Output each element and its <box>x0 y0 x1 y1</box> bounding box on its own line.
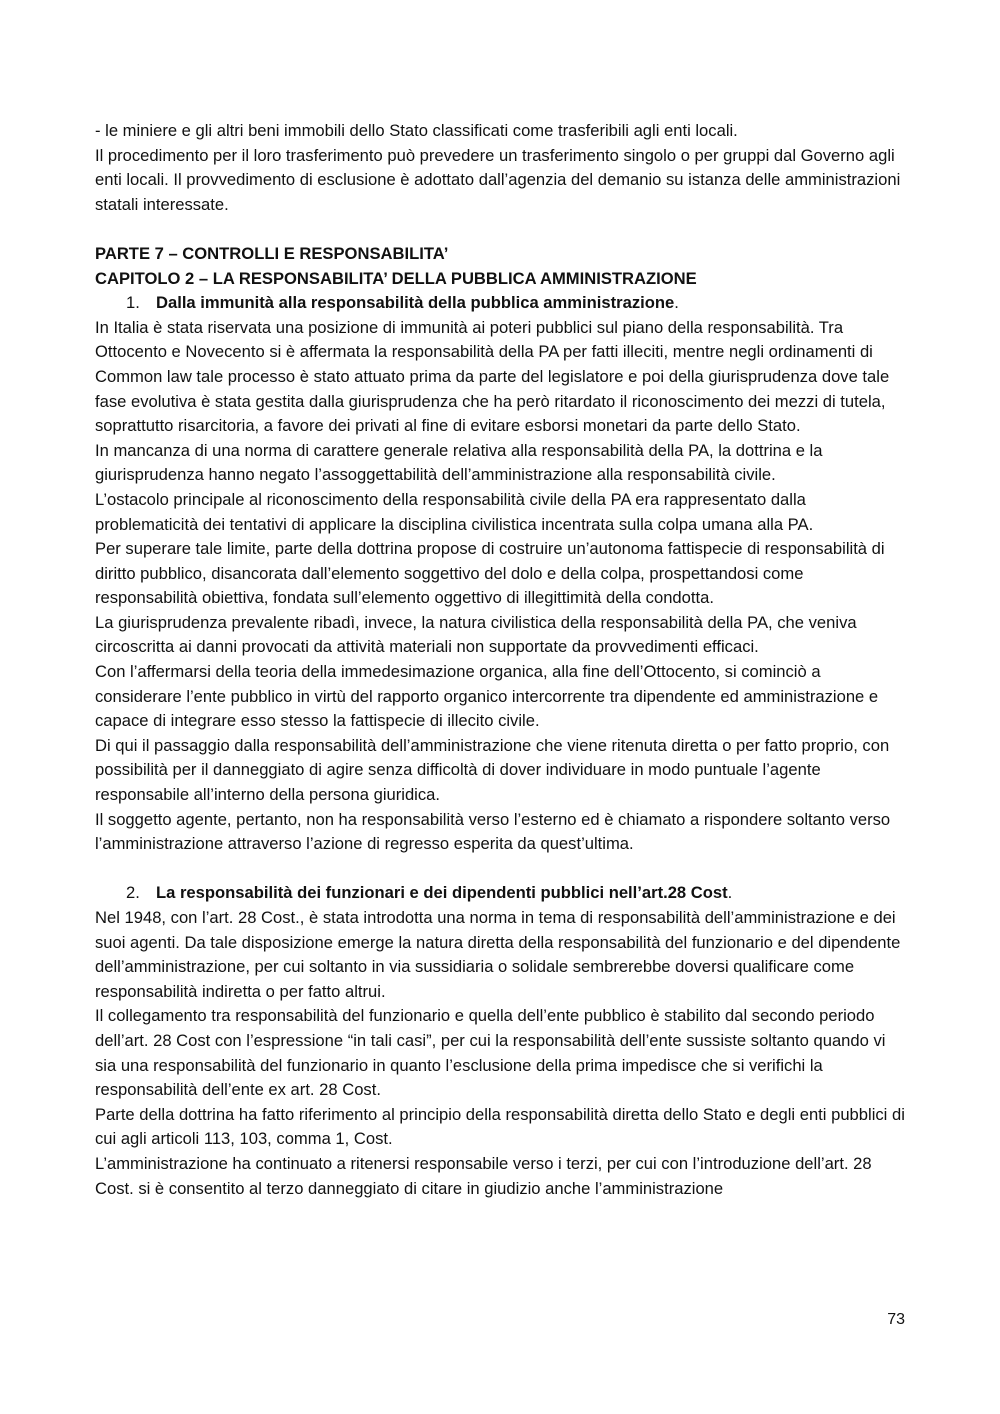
chapter-heading: CAPITOLO 2 – LA RESPONSABILITA’ DELLA PUBBLICA AMMINISTRAZIONE <box>95 268 697 288</box>
intro-paragraph: Il procedimento per il loro trasferimento può prevedere un trasferimento singolo o per gruppi dal Governo agli enti locali. Il provvedimento di esclusione è adottato dall’agenzia del demanio su istanza delle amministrazioni statali interessate. <box>95 145 901 214</box>
body-paragraph: Per superare tale limite, parte della dottrina propose di costruire un’autonoma fattispecie di responsabilità di diritto pubblico, disancorata dall’elemento soggettivo del dolo e della colpa, prospettandosi come responsabilità obiettiva, fondata sull’elemento oggettivo di illegittimità della condotta. <box>95 539 885 608</box>
body-paragraph: In Italia è stata riservata una posizione di immunità ai poteri pubblici sul piano della responsabilità. Tra Ottocento e Novecento si è affermata la responsabilità della PA per fatti illeciti, mentre negli ordinamenti di Common law tale processo è stato attuato prima da parte del legislatore e poi della giurisprudenza dove tale fase evolutiva è stata gestita dalla giurisprudenza che ha però ritardato il riconoscimento dei mezzi di tutela, soprattutto risarcitoria, a favore dei privati al fine di evitare esborsi monetari da parte dello Stato. <box>95 317 890 436</box>
section-title-suffix: . <box>727 883 733 903</box>
part-heading: PARTE 7 – CONTROLLI E RESPONSABILITA’ <box>95 243 449 263</box>
section-number: 1. <box>126 293 140 313</box>
section-title-suffix: . <box>674 293 679 313</box>
body-paragraph: Con l’affermarsi della teoria della immedesimazione organica, alla fine dell’Ottocento, si cominciò a considerare l’ente pubblico in virtù del rapporto organico intercorrente tra dipendente ed amministrazione e capace di integrare esso stesso la fattispecie di illecito civile. <box>95 662 879 731</box>
section-number: 2. <box>126 883 140 903</box>
page-number: 73 <box>887 1311 905 1328</box>
body-paragraph: Nel 1948, con l’art. 28 Cost., è stata introdotta una norma in tema di responsabilità dell’amministrazione e dei suoi agenti. Da tale disposizione emerge la natura diretta della responsabilità del funzionario e del dipendente dell’amministrazione, per cui soltanto in via sussidiaria o solidale sembrerebbe doversi qualificare come responsabilità indiretta o per fatto altrui. <box>95 908 901 1001</box>
document-page <box>95 119 907 1201</box>
blank-line <box>95 857 907 882</box>
section-title: La responsabilità dei funzionari e dei dipendenti pubblici nell’art.28 Cost <box>156 883 728 903</box>
body-paragraph: Di qui il passaggio dalla responsabilità dell’amministrazione che viene ritenuta diretta o per fatto proprio, con possibilità per il danneggiato di agire senza difficoltà di dover individuare in modo puntuale l’agente responsabile all’interno della persona giuridica. <box>95 735 890 805</box>
body-paragraph: L’ostacolo principale al riconoscimento della responsabilità civile della PA era rappresentato dalla problematicità dei tentativi di applicare la disciplina civilistica incentrata sulla colpa umana alla PA. <box>95 489 814 534</box>
body-paragraph: Il soggetto agente, pertanto, non ha responsabilità verso l’esterno ed è chiamato a rispondere soltanto verso l’amministrazione attraverso l’azione di regresso esperita da quest’ultima. <box>95 809 891 854</box>
section-heading <box>95 881 907 906</box>
body-paragraph: In mancanza di una norma di carattere generale relativa alla responsabilità della PA, la dottrina e la giurisprudenza hanno negato l’assoggettabilità dell’amministrazione alla responsabilità civile. <box>95 440 823 485</box>
body-paragraph: Parte della dottrina ha fatto riferimento al principio della responsabilità diretta dello Stato e degli enti pubblici di cui agli articoli 113, 103, comma 1, Cost. <box>95 1104 905 1149</box>
section-title: Dalla immunità alla responsabilità della pubblica amministrazione <box>156 293 675 313</box>
section-heading <box>95 291 907 316</box>
blank-line <box>95 217 907 242</box>
body-paragraph: Il collegamento tra responsabilità del funzionario e quella dell’ente pubblico è stabilito dal secondo periodo dell’art. 28 Cost con l’espressione “in tali casi”, per cui la responsabilità dell’ente sussiste soltanto quando vi sia una responsabilità del funzionario in quanto l’esclusione della prima impedisce che si verifichi la responsabilità dell’ente ex art. 28 Cost. <box>95 1006 886 1100</box>
body-paragraph: La giurisprudenza prevalente ribadì, invece, la natura civilistica della responsabilità della PA, che veniva circoscritta ai danni provocati da attività materiali non supportate da provvedimenti efficaci. <box>95 612 857 657</box>
intro-paragraph: - le miniere e gli altri beni immobili dello Stato classificati come trasferibili agli enti locali. <box>95 121 738 140</box>
body-paragraph: L’amministrazione ha continuato a ritenersi responsabile verso i terzi, per cui con l’introduzione dell’art. 28 Cost. si è consentito al terzo danneggiato di citare in giudizio anche l’amministrazione <box>95 1153 872 1198</box>
